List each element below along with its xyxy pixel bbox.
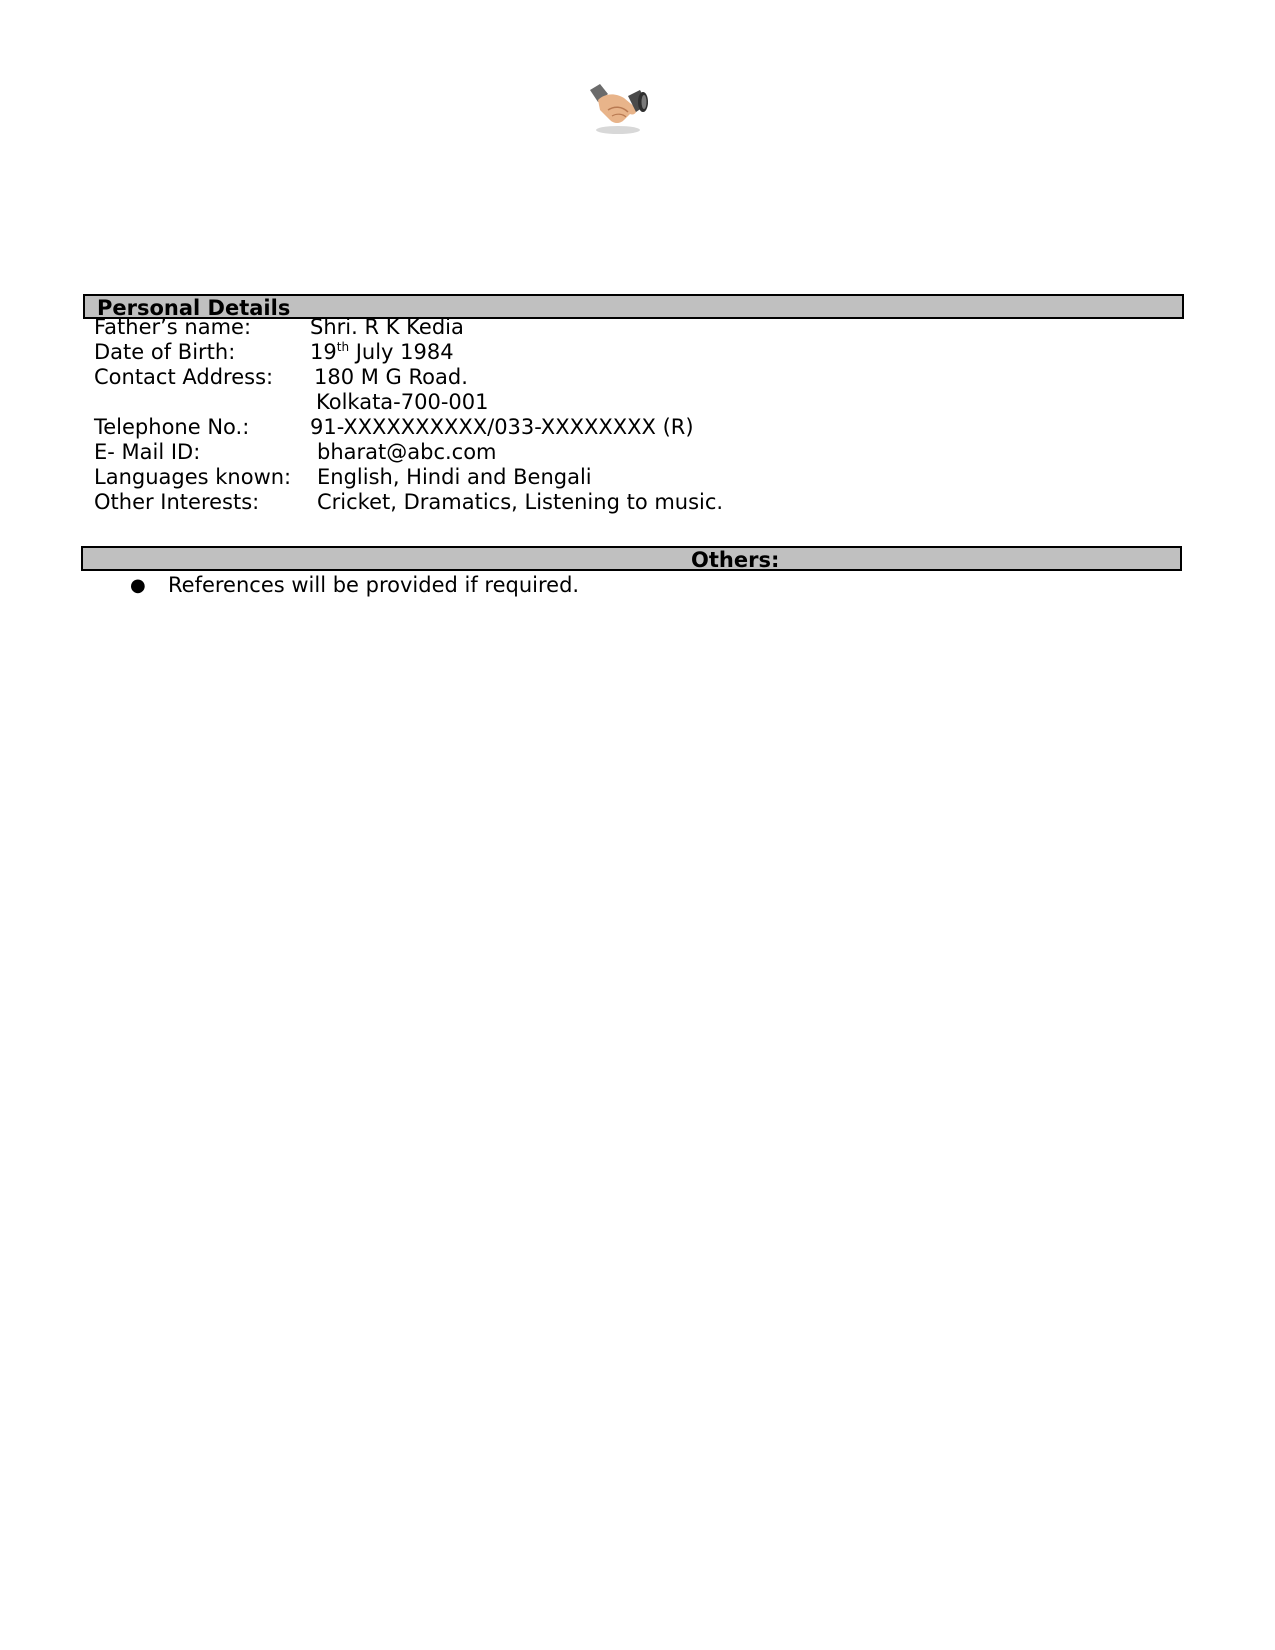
row-value: 180 M G Road. — [314, 365, 468, 389]
row-value: 91-XXXXXXXXXX/033-XXXXXXXX (R) — [310, 415, 694, 439]
row-value: English, Hindi and Bengali — [317, 465, 592, 489]
row-value: Cricket, Dramatics, Listening to music. — [317, 490, 724, 514]
row-value: 19th July 1984 — [310, 340, 454, 364]
bullet-icon: ● — [130, 575, 146, 596]
row-label: E- Mail ID: — [94, 440, 201, 464]
row-value: bharat@abc.com — [317, 440, 497, 464]
others-header — [81, 546, 1182, 571]
row-label: Other Interests: — [94, 490, 260, 514]
row-label: Contact Address: — [94, 365, 274, 389]
row-value: Kolkata-700-001 — [316, 390, 489, 414]
row-label: Father’s name: — [94, 315, 252, 339]
row-label: Telephone No.: — [94, 415, 250, 439]
list-item-text: References will be provided if required. — [168, 573, 580, 597]
others-heading: Others: — [691, 548, 780, 572]
personal-details-heading: Personal Details — [97, 296, 291, 320]
handshake-icon — [584, 80, 654, 138]
row-label: Date of Birth: — [94, 340, 236, 364]
row-label: Languages known: — [94, 465, 292, 489]
row-value: Shri. R K Kedia — [310, 315, 464, 339]
